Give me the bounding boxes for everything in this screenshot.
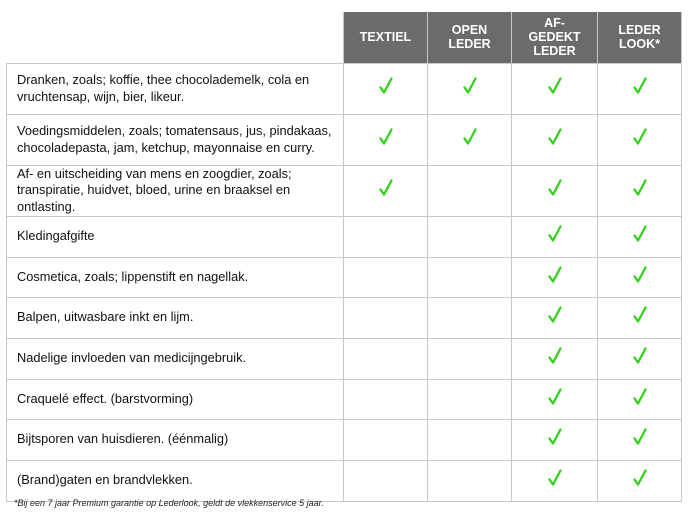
column-header-afgedekt-leder: AF- GEDEKT LEDER [512, 11, 598, 63]
mark-cell [598, 460, 682, 501]
mark-cell [512, 419, 598, 460]
mark-cell [428, 419, 512, 460]
check-icon [547, 77, 563, 95]
mark-cell [428, 165, 512, 216]
mark-cell [344, 63, 428, 114]
table-row [7, 165, 682, 216]
check-icon [632, 128, 648, 146]
mark-cell [512, 165, 598, 216]
mark-cell [512, 114, 598, 165]
mark-cell [598, 379, 682, 419]
row-label: Cosmetica, zoals; lippenstift en nagellak. [7, 257, 344, 297]
mark-cell [428, 460, 512, 501]
mark-cell [344, 216, 428, 257]
mark-cell [428, 257, 512, 297]
mark-cell [598, 114, 682, 165]
footnote: *Bij een 7 jaar Premium garantie op Lederlook, geldt de vlekkenservice 5 jaar. [14, 498, 324, 508]
row-label: (Brand)gaten en brandvlekken. [7, 460, 344, 501]
mark-cell [344, 257, 428, 297]
check-icon [547, 128, 563, 146]
check-icon [547, 179, 563, 197]
mark-cell [598, 63, 682, 114]
check-icon [462, 128, 478, 146]
mark-cell [344, 460, 428, 501]
table-row [7, 297, 682, 338]
mark-cell [512, 338, 598, 379]
table-row [7, 419, 682, 460]
check-icon [547, 469, 563, 487]
check-icon [547, 388, 563, 406]
mark-cell [512, 257, 598, 297]
table-row [7, 114, 682, 165]
table-row [7, 379, 682, 419]
comparison-table [6, 10, 682, 502]
mark-cell [598, 419, 682, 460]
mark-cell [428, 63, 512, 114]
row-label: Bijtsporen van huisdieren. (éénmalig) [7, 419, 344, 460]
check-icon [632, 428, 648, 446]
mark-cell [598, 216, 682, 257]
column-header-leder-look: LEDER LOOK* [598, 11, 682, 63]
check-icon [632, 306, 648, 324]
mark-cell [512, 460, 598, 501]
table-row [7, 257, 682, 297]
mark-cell [344, 165, 428, 216]
mark-cell [428, 216, 512, 257]
check-icon [632, 388, 648, 406]
mark-cell [598, 338, 682, 379]
mark-cell [512, 379, 598, 419]
row-label: Voedingsmiddelen, zoals; tomatensaus, jus, pindakaas, chocoladepasta, jam, ketchup, mayonnaise en curry. [7, 114, 344, 165]
mark-cell [344, 114, 428, 165]
column-header-textiel: TEXTIEL [344, 11, 428, 63]
mark-cell [344, 379, 428, 419]
mark-cell [512, 216, 598, 257]
check-icon [462, 77, 478, 95]
mark-cell [428, 297, 512, 338]
mark-cell [512, 297, 598, 338]
mark-cell [344, 419, 428, 460]
check-icon [547, 266, 563, 284]
check-icon [547, 306, 563, 324]
check-icon [378, 179, 394, 197]
mark-cell [598, 257, 682, 297]
check-icon [632, 266, 648, 284]
row-label: Af- en uitscheiding van mens en zoogdier, zoals; transpiratie, huidvet, bloed, urine en braaksel en ontlasting. [7, 165, 344, 216]
check-icon [632, 179, 648, 197]
check-icon [547, 347, 563, 365]
check-icon [632, 225, 648, 243]
check-icon [632, 347, 648, 365]
mark-cell [428, 338, 512, 379]
mark-cell [428, 114, 512, 165]
table-row [7, 216, 682, 257]
check-icon [378, 77, 394, 95]
check-icon [547, 428, 563, 446]
row-label: Balpen, uitwasbare inkt en lijm. [7, 297, 344, 338]
table-row [7, 63, 682, 114]
mark-cell [598, 297, 682, 338]
row-label: Nadelige invloeden van medicijngebruik. [7, 338, 344, 379]
check-icon [632, 77, 648, 95]
column-header-open-leder: OPEN LEDER [428, 11, 512, 63]
row-label: Craquelé effect. (barstvorming) [7, 379, 344, 419]
mark-cell [512, 63, 598, 114]
header-blank-cell [7, 11, 344, 63]
table-row [7, 460, 682, 501]
mark-cell [428, 379, 512, 419]
table-row [7, 338, 682, 379]
row-label: Kledingafgifte [7, 216, 344, 257]
header-row [7, 11, 682, 63]
check-icon [632, 469, 648, 487]
mark-cell [344, 338, 428, 379]
check-icon [378, 128, 394, 146]
mark-cell [344, 297, 428, 338]
mark-cell [598, 165, 682, 216]
row-label: Dranken, zoals; koffie, thee chocolademelk, cola en vruchtensap, wijn, bier, likeur. [7, 63, 344, 114]
check-icon [547, 225, 563, 243]
